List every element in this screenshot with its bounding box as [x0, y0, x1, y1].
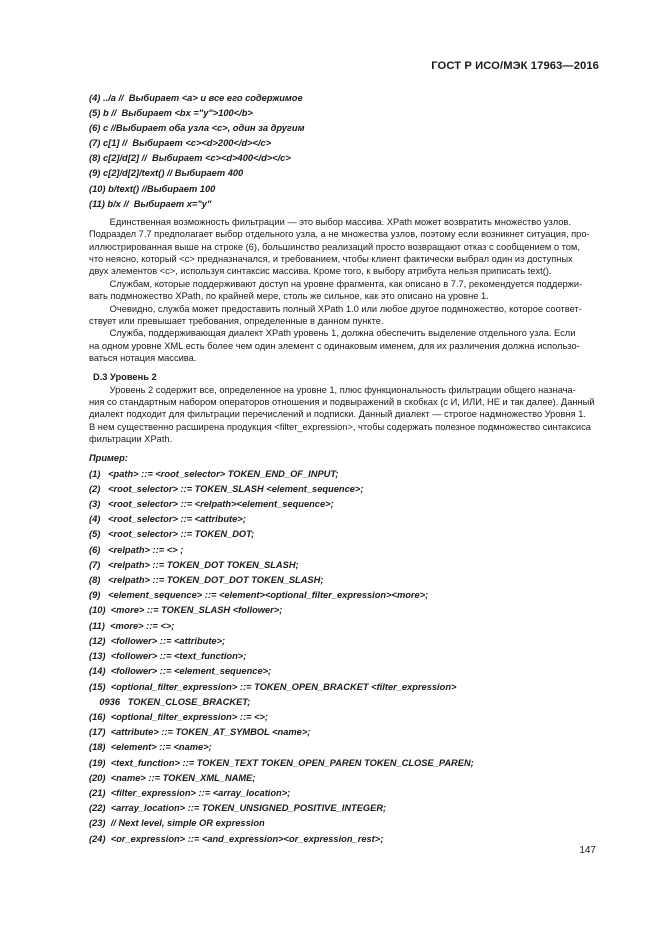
example-line: (4) ../a // Выбирает <a> и все его содержимое — [89, 93, 303, 103]
grammar-rule: (2) <root_selector> ::= TOKEN_SLASH <element_sequence>; — [89, 483, 364, 494]
grammar-rule: (12) <follower> ::= <attribute>; — [89, 635, 226, 646]
grammar-rule: (23) // Next level, simple OR expression — [89, 818, 265, 829]
section-heading: D.3 Уровень 2 — [93, 371, 157, 382]
paragraph-filtering — [89, 216, 597, 278]
text-line: фильтрации XPath. — [89, 434, 173, 445]
grammar-rule: (3) <root_selector> ::= <relpath><element_sequence>; — [89, 499, 334, 510]
example-line: (9) c[2]/d[2]/text() // Выбирает 400 — [89, 168, 244, 179]
text-line: двух элементов <c>, используя синтаксис массива. Кроме того, к выбору атрибута нельзя приписать text(). — [89, 266, 552, 277]
text-line: что неясно, который <c> предназначался, и требованием, чтобы клиент фактически выбрал один из доступных — [89, 253, 573, 264]
grammar-rule: (22) <array_location> ::= TOKEN_UNSIGNED_POSITIVE_INTEGER; — [89, 803, 387, 814]
grammar-rule: 0936 TOKEN_CLOSE_BRACKET; — [89, 696, 251, 707]
example-label: Пример: — [89, 452, 128, 463]
example-line: (8) c[2]/d[2] // Выбирает <c><d>400</d></c> — [89, 153, 291, 164]
text-line: Служба, поддерживающая диалект XPath уровень 1, должна обеспечить выделение отдельного узла. Если — [89, 328, 576, 339]
grammar-rule: (14) <follower> ::= <element_sequence>; — [89, 666, 272, 677]
grammar-rule: (7) <relpath> ::= TOKEN_DOT TOKEN_SLASH; — [89, 559, 299, 570]
paragraph-level2 — [89, 384, 597, 446]
text-line: на одном уровне XML есть более чем один элемент с одинаковым именем, для их различения должна использо- — [89, 340, 580, 351]
grammar-rule: (9) <element_sequence> ::= <element><optional_filter_expression><more>; — [89, 590, 429, 601]
example-line: (10) b/text() //Выбирает 100 — [89, 183, 216, 194]
example-line: (5) b // Выбирает <bx ="y">100</b> — [89, 108, 253, 119]
text-line: ваться нотация массива. — [89, 353, 197, 364]
grammar-rule: (10) <more> ::= TOKEN_SLASH <follower>; — [89, 605, 283, 616]
text-line: Службам, которые поддерживают доступ на уровне фрагмента, как описано в 7.7, рекомендуется поддержи- — [89, 278, 583, 289]
page-content — [89, 91, 597, 847]
text-line: Уровень 2 содержит все, определенное на уровне 1, плюс функциональность фильтрации общего назнача- — [89, 384, 576, 395]
example-line: (7) c[1] // Выбирает <c><d>200</d></c> — [89, 138, 272, 149]
grammar-rules — [89, 467, 597, 847]
text-line: В нем существенно расширена продукция <filter_expression>, чтобы содержать полезное подмножество синтаксиса — [89, 421, 591, 432]
text-line: вать подмножество XPath, по крайней мере, столь же сильное, как это описано на уровне 1. — [89, 291, 489, 302]
grammar-rule: (6) <relpath> ::= <> ; — [89, 544, 184, 555]
grammar-rule: (16) <optional_filter_expression> ::= <>; — [89, 711, 269, 722]
text-line: диалект подходит для фильтрации перечислений и подписки. Данный диалект — строгое надмножество Уровня 1. — [89, 409, 586, 420]
grammar-rule: (1) <path> ::= <root_selector> TOKEN_END_OF_INPUT; — [89, 468, 339, 479]
paragraph-level1 — [89, 327, 597, 364]
paragraph-full-xpath — [89, 303, 597, 328]
grammar-rule: (24) <or_expression> ::= <and_expression><or_expression_rest>; — [89, 833, 384, 844]
text-line: Очевидно, служба может предоставить полный XPath 1.0 или любое другое подмножество, которое соответ- — [89, 303, 582, 314]
grammar-rule: (8) <relpath> ::= TOKEN_DOT_DOT TOKEN_SLASH; — [89, 575, 324, 586]
text-line: иллюстрированная выше на строке (6), большинство реализаций просто возвращают отказ с сообщением о том, — [89, 241, 580, 252]
grammar-rule: (5) <root_selector> ::= TOKEN_DOT; — [89, 529, 255, 540]
grammar-rule: (15) <optional_filter_expression> ::= TOKEN_OPEN_BRACKET <filter_expression> — [89, 681, 457, 692]
grammar-rule: (19) <text_function> ::= TOKEN_TEXT TOKEN_OPEN_PAREN TOKEN_CLOSE_PAREN; — [89, 757, 474, 768]
text-line: Подраздел 7.7 предполагает выбор отдельного узла, а не множества узлов, поэтому если возникнет ситуация, про- — [89, 229, 590, 240]
example-line: (6) c //Выбирает оба узла <c>, один за другим — [89, 123, 305, 134]
grammar-rule: (18) <element> ::= <name>; — [89, 742, 212, 753]
grammar-rule: (20) <name> ::= TOKEN_XML_NAME; — [89, 772, 256, 783]
grammar-rule: (11) <more> ::= <>; — [89, 620, 175, 631]
text-line: ствует или превышает требования, определенные в данном пункте. — [89, 316, 384, 326]
text-line: Единственная возможность фильтрации — это выбор массива. XPath может возвратить множество узлов. — [89, 216, 571, 227]
grammar-rule: (13) <follower> ::= <text_function>; — [89, 651, 247, 662]
document-header: ГОСТ Р ИСО/МЭК 17963—2016 — [431, 60, 599, 72]
paragraph-fragment-access — [89, 278, 597, 303]
grammar-rule: (21) <filter_expression> ::= <array_location>; — [89, 787, 291, 798]
example-line: (11) b/x // Выбирает x="y" — [89, 198, 212, 209]
xpath-examples — [89, 91, 597, 212]
grammar-rule: (4) <root_selector> ::= <attribute>; — [89, 514, 246, 525]
grammar-rule: (17) <attribute> ::= TOKEN_AT_SYMBOL <name>; — [89, 727, 311, 738]
page-number: 147 — [579, 845, 596, 856]
text-line: ния со стандартным набором операторов отношения и подвыражений в скобках (с И, ИЛИ, НЕ и так далее). Данный — [89, 397, 595, 408]
